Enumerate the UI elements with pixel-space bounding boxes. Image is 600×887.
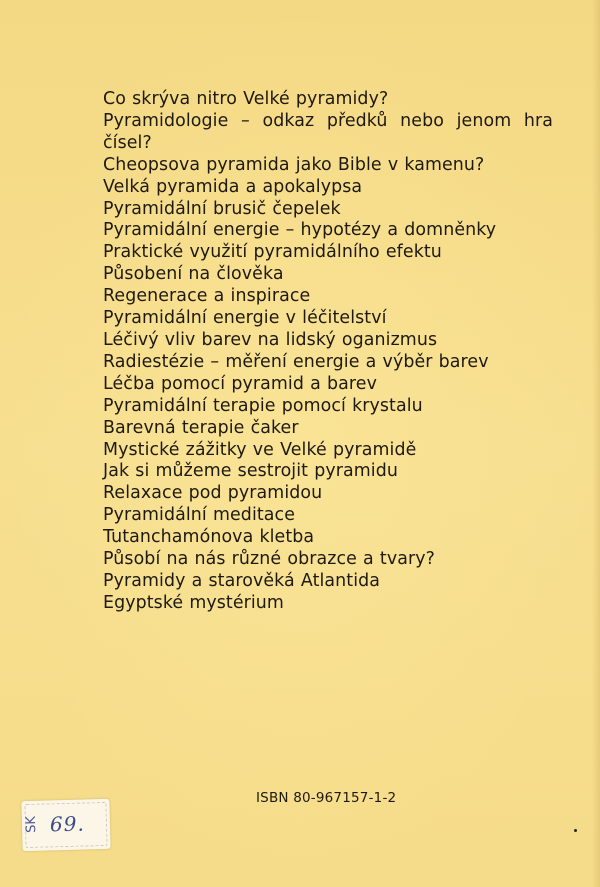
contents-item: Barevná terapie čaker bbox=[103, 417, 299, 438]
contents-item: Léčba pomocí pyramid a barev bbox=[103, 373, 377, 394]
isbn-label: ISBN 80-967157-1-2 bbox=[256, 790, 397, 806]
contents-item: Pyramidální energie v léčitelství bbox=[103, 308, 387, 329]
contents-item: Pyramidální meditace bbox=[103, 505, 296, 526]
price-sticker bbox=[21, 799, 110, 851]
contents-item: Praktické využití pyramidálního efektu bbox=[103, 242, 442, 263]
contents-item: Pyramidální brusič čepelek bbox=[103, 198, 341, 219]
contents-item: Pyramidální energie – hypotézy a domněnky bbox=[103, 220, 497, 241]
contents-item: Pyramidální terapie pomocí krystalu bbox=[103, 395, 423, 416]
price-sticker-mark: SK bbox=[23, 815, 40, 834]
contents-item: Pyramidologie – odkaz předků nebo jenom hra čísel? bbox=[103, 110, 553, 153]
contents-item: Velká pyramida a apokalypsa bbox=[103, 176, 363, 197]
contents-item: Léčivý vliv barev na lidský oganizmus bbox=[103, 329, 438, 350]
contents-item: Relaxace pod pyramidou bbox=[103, 483, 323, 504]
contents-item: Cheopsova pyramida jako Bible v kamenu? bbox=[103, 154, 485, 175]
contents-item: Tutanchamónova kletba bbox=[103, 527, 315, 548]
contents-item: Co skrýva nitro Velké pyramidy? bbox=[103, 89, 389, 109]
contents-list bbox=[103, 89, 573, 615]
contents-item: Mystické zážitky ve Velké pyramidě bbox=[103, 439, 417, 460]
contents-item: Radiestézie – měření energie a výběr barev bbox=[103, 351, 489, 372]
cover-edge bbox=[592, 0, 600, 887]
contents-item: Jak si můžeme sestrojit pyramidu bbox=[103, 461, 398, 482]
contents-item: Regenerace a inspirace bbox=[103, 286, 311, 307]
contents-item: Působení na člověka bbox=[103, 264, 284, 285]
contents-item: Pyramidy a starověká Atlantida bbox=[103, 570, 381, 591]
price-value: 69. bbox=[49, 811, 86, 837]
contents-item: Působí na nás různé obrazce a tvary? bbox=[103, 549, 435, 570]
ink-speck bbox=[574, 829, 577, 832]
contents-item: Egyptské mystérium bbox=[103, 592, 284, 613]
